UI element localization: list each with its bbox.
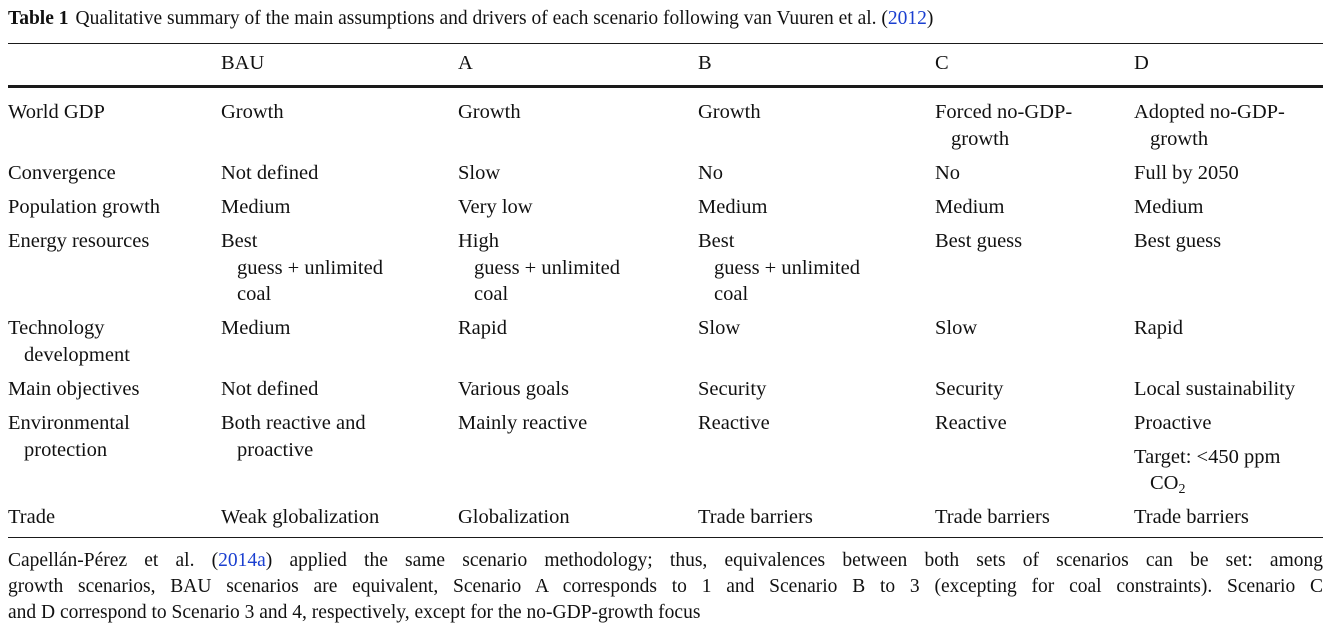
cell-line: Medium	[1134, 196, 1204, 218]
table-cell-c	[935, 376, 1003, 403]
column-header-a: A	[458, 52, 473, 74]
cell-line: guess + unlimited	[474, 256, 620, 279]
table-cell-bau	[221, 410, 366, 463]
table-cell-c	[935, 160, 960, 187]
cell-line: Not defined	[221, 162, 319, 184]
table-cell-a	[458, 194, 533, 221]
table-footnote	[8, 548, 1323, 626]
column-header-bau: BAU	[221, 52, 265, 74]
table-header-rule	[8, 85, 1323, 88]
table-cell-d	[1134, 504, 1249, 531]
footnote-line-1: Capellán-Pérez et al. (2014a) applied the same scenario methodology; thus, equivalences between both sets of scenarios can be set: among	[8, 550, 1323, 571]
co2-text: CO	[1150, 472, 1179, 494]
footnote-line-3: and D correspond to Scenario 3 and 4, respectively, except for the no-GDP-growth focus	[8, 602, 701, 623]
table-cell-b	[698, 376, 766, 403]
citation-link-2014a[interactable]: 2014a	[218, 550, 266, 571]
cell-line: Growth	[698, 101, 761, 123]
table-bottom-rule	[8, 537, 1323, 538]
table-cell-c	[935, 315, 977, 342]
row-label-line: World GDP	[8, 101, 105, 123]
table-cell-bau	[221, 194, 290, 221]
cell-line: guess + unlimited	[714, 256, 860, 279]
cell-line: No	[698, 162, 724, 184]
table-cell-bau	[221, 376, 318, 403]
cell-line: Security	[935, 378, 1004, 400]
table-cell-a	[458, 315, 507, 342]
table-cell-a	[458, 228, 620, 308]
co2-subscript: 2	[1178, 482, 1186, 497]
cell-line: Growth	[458, 101, 521, 123]
cell-line: Best guess	[935, 230, 1023, 252]
cell-line: Slow	[698, 317, 741, 339]
row-label-line: Population growth	[8, 196, 161, 218]
cell-line: Trade barriers	[1134, 506, 1249, 528]
column-header-b: B	[698, 52, 712, 74]
table-cell-a	[458, 160, 500, 187]
row-label	[8, 99, 105, 126]
table-cell-d	[1134, 315, 1183, 342]
cell-line: Growth	[221, 101, 284, 123]
table-cell-a	[458, 376, 569, 403]
table-cell-b	[698, 315, 740, 342]
table-cell-bau	[221, 99, 284, 126]
table-label: Table 1	[8, 8, 69, 29]
row-label	[8, 504, 55, 531]
table-cell-bau	[221, 228, 383, 308]
row-label	[8, 194, 160, 221]
column-header-c: C	[935, 52, 949, 74]
cell-line: growth	[951, 127, 1010, 150]
cell-line: Best	[698, 230, 735, 252]
table-cell-c	[935, 99, 1072, 152]
cell-line: Medium	[221, 317, 291, 339]
cell-line: Forced no-GDP-	[935, 101, 1073, 123]
cell-line: Globalization	[458, 506, 570, 528]
caption-text: Qualitative summary of the main assumptions and drivers of each scenario following van Vuuren et al. (	[75, 8, 888, 29]
table-cell-d	[1134, 99, 1285, 152]
row-label-line: development	[24, 343, 130, 366]
cell-line: Not defined	[221, 378, 319, 400]
row-label	[8, 228, 149, 255]
cell-line: coal	[714, 283, 749, 305]
row-label	[8, 376, 140, 403]
table-cell-c	[935, 228, 1022, 255]
row-label-line: Technology	[8, 317, 105, 339]
row-label-line: Energy resources	[8, 230, 150, 252]
row-label	[8, 315, 130, 368]
cell-line: guess + unlimited	[237, 256, 383, 279]
cell-line: Proactive	[1134, 412, 1212, 434]
cell-line: No	[935, 162, 961, 184]
cell-line: Best	[221, 230, 258, 252]
table-cell-a	[458, 99, 521, 126]
cell-line: Trade barriers	[698, 506, 813, 528]
table-cell-c	[935, 410, 1007, 437]
table-cell-b	[698, 99, 761, 126]
cell-line: Various goals	[458, 378, 570, 400]
caption-close: )	[926, 8, 934, 29]
table-cell-b	[698, 504, 813, 531]
table-cell-a	[458, 410, 587, 437]
cell-line: Medium	[221, 196, 291, 218]
row-label-line: Main objectives	[8, 378, 140, 400]
cell-line: Adopted no-GDP-	[1134, 101, 1285, 123]
cell-line: Rapid	[1134, 317, 1183, 339]
table-cell-c	[935, 504, 1050, 531]
cell-line: Weak globalization	[221, 506, 380, 528]
table-caption	[8, 6, 1328, 32]
table-cell-d	[1134, 376, 1295, 403]
row-label-line: Trade	[8, 506, 56, 528]
cell-line: Security	[698, 378, 767, 400]
table-cell-d	[1134, 410, 1280, 497]
table-top-rule	[8, 43, 1323, 44]
row-label-line: Environmental	[8, 412, 130, 434]
table-cell-d	[1134, 228, 1221, 255]
table-cell-d	[1134, 194, 1203, 221]
cell-line: growth	[1150, 127, 1209, 150]
target-line: Target: <450 ppm	[1134, 445, 1281, 468]
cell-line: proactive	[237, 438, 314, 461]
cell-line: coal	[237, 283, 272, 305]
table-cell-bau	[221, 315, 290, 342]
cell-line: Reactive	[935, 412, 1007, 434]
table-cell-b	[698, 160, 723, 187]
cell-line: Rapid	[458, 317, 507, 339]
cell-line: Trade barriers	[935, 506, 1050, 528]
table-cell-b	[698, 228, 860, 308]
cell-line: Full by 2050	[1134, 162, 1239, 184]
cell-line: Mainly reactive	[458, 412, 588, 434]
row-label	[8, 160, 116, 187]
table-cell-bau	[221, 160, 318, 187]
row-label-line: Convergence	[8, 162, 116, 184]
citation-link-2012[interactable]: 2012	[887, 8, 927, 29]
cell-line: Very low	[458, 196, 533, 218]
table-cell-c	[935, 194, 1004, 221]
cell-line: Local sustainability	[1134, 378, 1296, 400]
row-label-line: protection	[24, 438, 108, 461]
cell-line: Medium	[935, 196, 1005, 218]
cell-line: coal	[474, 283, 509, 305]
table-cell-b	[698, 194, 767, 221]
footnote-line-2: growth scenarios, BAU scenarios are equivalent, Scenario A corresponds to 1 and Scenario B to 3 (excepting for coal constraints). Scenario C	[8, 576, 1323, 597]
cell-line: Both reactive and	[221, 412, 366, 434]
table-cell-bau	[221, 504, 379, 531]
table-cell-a	[458, 504, 570, 531]
table-cell-b	[698, 410, 770, 437]
cell-line: Slow	[458, 162, 501, 184]
cell-line: Medium	[698, 196, 768, 218]
column-header-d: D	[1134, 52, 1149, 74]
cell-line: Slow	[935, 317, 978, 339]
table-cell-d	[1134, 160, 1239, 187]
cell-line: Best guess	[1134, 230, 1222, 252]
cell-line: High	[458, 230, 499, 252]
co2-line	[1134, 470, 1280, 497]
row-label	[8, 410, 130, 463]
cell-line: Reactive	[698, 412, 770, 434]
